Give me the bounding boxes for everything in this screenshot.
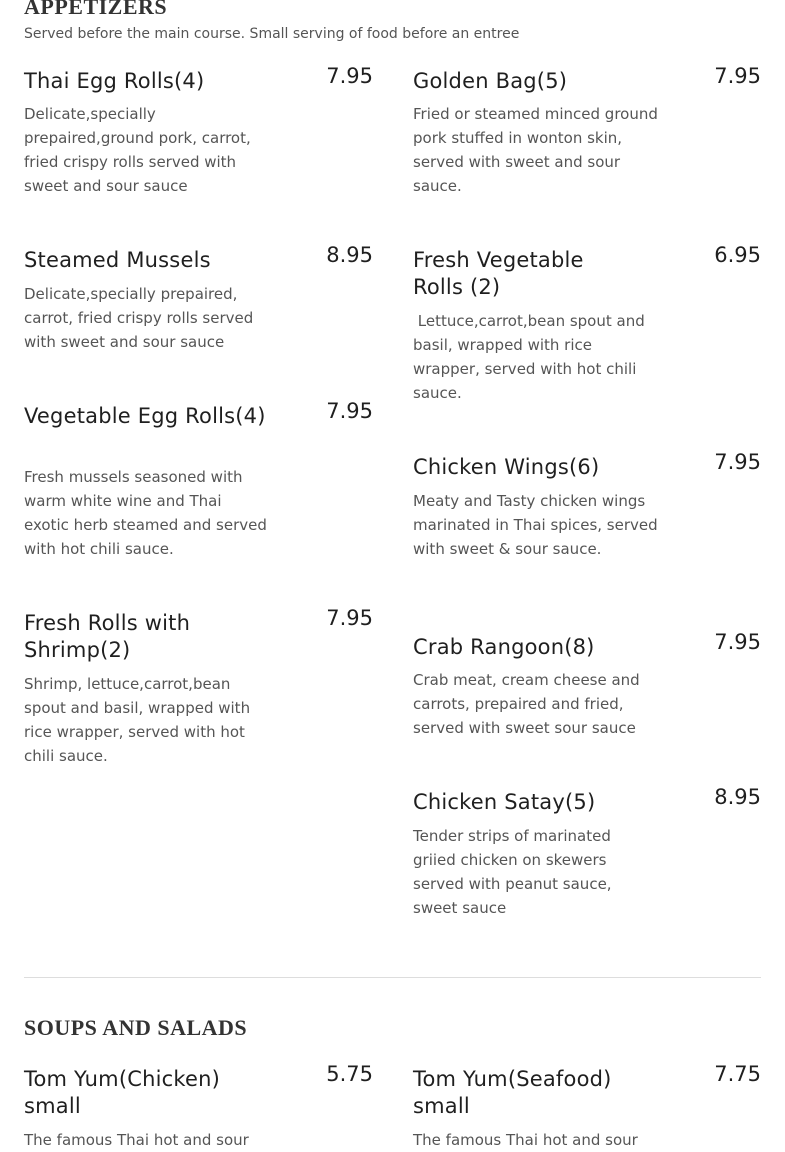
item-name: Tom Yum(Seafood) small bbox=[413, 1067, 612, 1118]
item-description: The famous Thai hot and sour bbox=[24, 1131, 249, 1149]
item-description: Fried or steamed minced ground pork stuffed in wonton skin, served with sweet and sour sauce. bbox=[413, 105, 663, 195]
item-description: Delicate,specially prepaired,ground pork, carrot, fried crispy rolls served with sweet and sour sauce bbox=[24, 105, 256, 195]
item-price: 8.95 bbox=[714, 785, 761, 809]
section-description: Served before the main course. Small serving of food before an entree bbox=[24, 26, 520, 42]
soups-section-header bbox=[24, 1015, 761, 1041]
item-name: Golden Bag(5) bbox=[413, 69, 568, 93]
item-name: Crab Rangoon(8) bbox=[413, 635, 595, 659]
section-title: APPETIZERS bbox=[24, 0, 168, 19]
item-name: Steamed Mussels bbox=[24, 248, 211, 272]
item-price: 5.75 bbox=[326, 1062, 373, 1086]
item-price: 7.75 bbox=[714, 1062, 761, 1086]
item-name: Fresh Vegetable Rolls (2) bbox=[413, 248, 584, 299]
item-name: Chicken Wings(6) bbox=[413, 455, 600, 479]
item-description: Meaty and Tasty chicken wings marinated in Thai spices, served with sweet & sour sauce. bbox=[413, 492, 663, 558]
item-price: 7.95 bbox=[714, 630, 761, 654]
item-description: Tender strips of marinated griied chicken on skewers served with peanut sauce, sweet sauce bbox=[413, 827, 617, 917]
item-price: 7.95 bbox=[326, 606, 373, 630]
item-description: Crab meat, cream cheese and carrots, prepaired and fried, served with sweet sour sauce bbox=[413, 671, 645, 737]
item-description: Delicate,specially prepaired, carrot, fried crispy rolls served with sweet and sour sauce bbox=[24, 285, 259, 351]
item-price: 8.95 bbox=[326, 243, 373, 267]
section-title: SOUPS AND SALADS bbox=[24, 1015, 248, 1040]
item-price: 6.95 bbox=[714, 243, 761, 267]
item-price: 7.95 bbox=[714, 450, 761, 474]
item-name: Thai Egg Rolls(4) bbox=[24, 69, 205, 93]
item-price: 7.95 bbox=[326, 399, 373, 423]
item-name: Fresh Rolls with Shrimp(2) bbox=[24, 611, 191, 662]
appetizers-section-header bbox=[24, 0, 761, 44]
item-description: Shrimp, lettuce,carrot,bean spout and basil, wrapped with rice wrapper, served with hot chili sauce. bbox=[24, 675, 255, 765]
item-name: Chicken Satay(5) bbox=[413, 790, 596, 814]
item-name: Tom Yum(Chicken) small bbox=[24, 1067, 221, 1118]
item-description: The famous Thai hot and sour bbox=[413, 1131, 638, 1149]
item-price: 7.95 bbox=[326, 64, 373, 88]
item-description: Lettuce,carrot,bean spout and basil, wrapped with rice wrapper, served with hot chili sauce. bbox=[413, 312, 650, 402]
item-name: Vegetable Egg Rolls(4) bbox=[24, 404, 266, 428]
section-divider bbox=[24, 977, 761, 978]
item-price: 7.95 bbox=[714, 64, 761, 88]
item-description: Fresh mussels seasoned with warm white wine and Thai exotic herb steamed and served with hot chili sauce. bbox=[24, 468, 272, 558]
